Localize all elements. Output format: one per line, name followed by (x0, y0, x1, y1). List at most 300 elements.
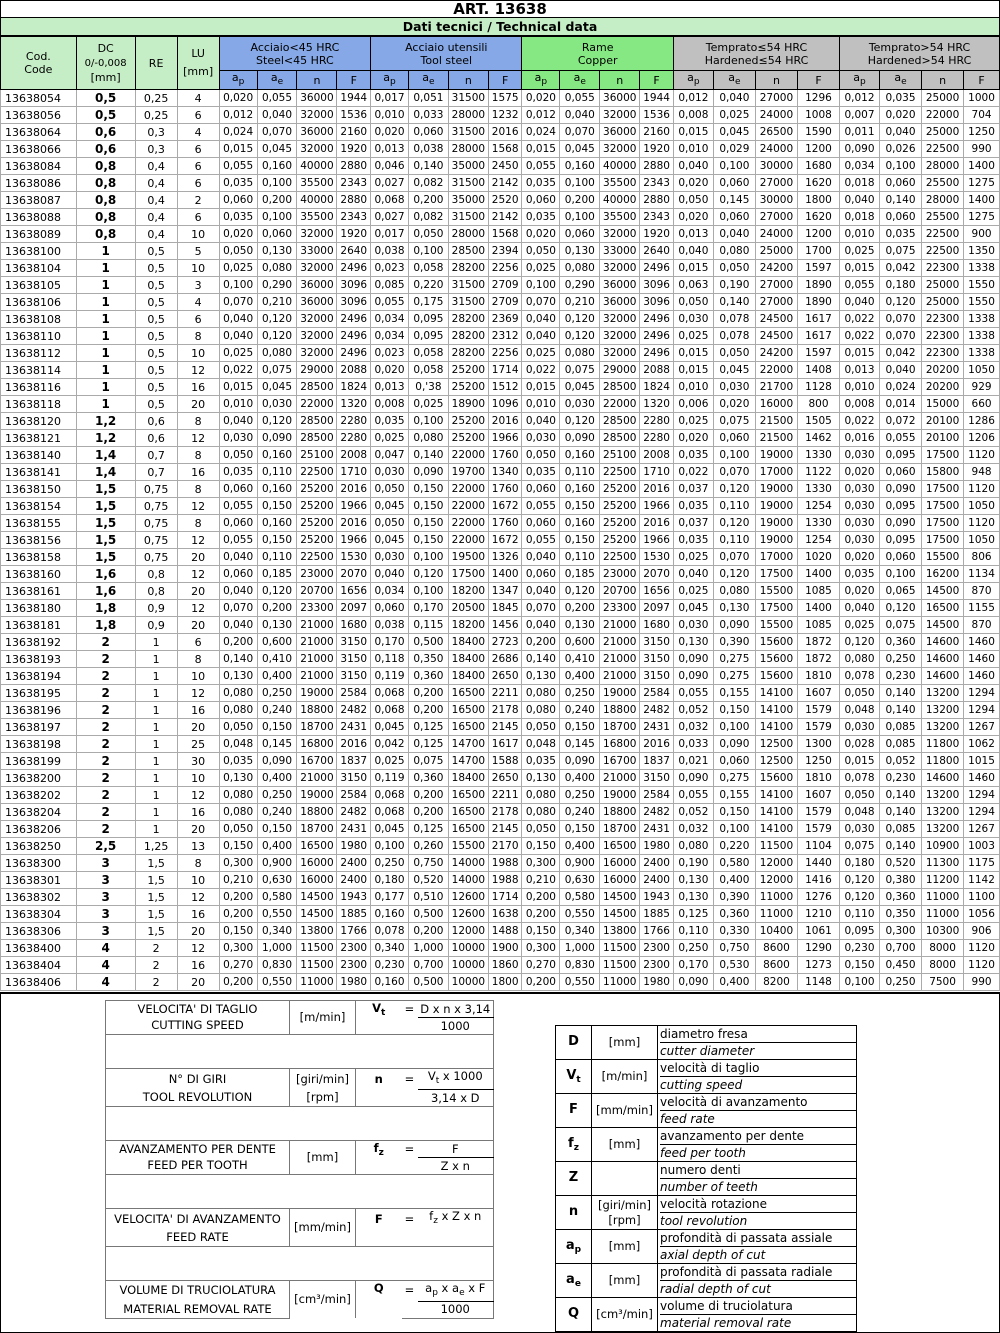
row-code: 13638160 (1, 566, 77, 583)
legend-symbol: F (556, 1094, 592, 1128)
row-value: 1050 (964, 362, 1000, 379)
row-value: 0,050 (371, 481, 409, 498)
row-value: 10000 (448, 974, 488, 991)
row-re: 0,7 (135, 447, 177, 464)
row-value: 18800 (600, 804, 640, 821)
row-value: 0,050 (522, 447, 560, 464)
row-value: 15600 (755, 668, 797, 685)
row-re: 2 (135, 957, 177, 974)
row-dc: 1 (76, 345, 135, 362)
row-code: 13638064 (1, 124, 77, 141)
row-dc: 1,4 (76, 464, 135, 481)
table-row (1, 396, 1000, 413)
table-row (1, 736, 1000, 753)
row-value: 27000 (755, 175, 797, 192)
row-value: 0,060 (879, 209, 921, 226)
row-value: 0,017 (371, 226, 409, 243)
row-code: 13638404 (1, 957, 77, 974)
row-value: 0,110 (713, 498, 755, 515)
row-value: 25200 (600, 481, 640, 498)
row-value: 0,360 (408, 668, 448, 685)
table-row (1, 277, 1000, 294)
table-row (1, 583, 1000, 600)
row-re: 0,3 (135, 124, 177, 141)
row-value: 0,035 (522, 464, 560, 481)
row-value: 23300 (600, 600, 640, 617)
row-re: 0,75 (135, 549, 177, 566)
row-lu: 13 (177, 838, 219, 855)
row-value: 31500 (448, 277, 488, 294)
row-value: 31500 (448, 124, 488, 141)
row-value: 18900 (448, 396, 488, 413)
row-value: 22500 (922, 141, 964, 158)
row-value: 2300 (337, 957, 371, 974)
row-value: 2640 (640, 243, 674, 260)
row-value: 16000 (600, 872, 640, 889)
row-value: 0,045 (257, 379, 297, 396)
row-re: 1 (135, 651, 177, 668)
row-value: 10000 (448, 940, 488, 957)
row-value: 0,055 (560, 90, 600, 107)
row-value: 0,045 (713, 124, 755, 141)
row-value: 0,060 (713, 430, 755, 447)
row-re: 0,7 (135, 464, 177, 481)
row-code: 13638084 (1, 158, 77, 175)
row-value: 1275 (964, 175, 1000, 192)
table-row (1, 719, 1000, 736)
row-value: 2496 (337, 345, 371, 362)
row-value: 0,017 (371, 90, 409, 107)
row-value: 0,020 (371, 362, 409, 379)
row-value: 1340 (488, 464, 522, 481)
row-value: 1120 (964, 447, 1000, 464)
row-value: 0,025 (522, 260, 560, 277)
row-value: 0,070 (879, 311, 921, 328)
subheader-copper-n: n (600, 71, 640, 90)
row-value: 16500 (448, 821, 488, 838)
table-row (1, 430, 1000, 447)
technical-data-table (0, 36, 1000, 991)
row-value: 1008 (797, 107, 839, 124)
row-value: 2450 (488, 158, 522, 175)
row-lu: 16 (177, 957, 219, 974)
subheader-tool-steel-f: F (488, 71, 522, 90)
row-value: 0,070 (219, 600, 257, 617)
row-value: 0,390 (713, 634, 755, 651)
row-value: 0,150 (560, 719, 600, 736)
row-value: 12000 (448, 923, 488, 940)
row-value: 0,014 (879, 396, 921, 413)
legend-row (556, 1060, 857, 1094)
row-value: 0,630 (560, 872, 600, 889)
row-value: 0,360 (713, 906, 755, 923)
row-value: 0,080 (257, 345, 297, 362)
row-code: 13638304 (1, 906, 77, 923)
table-row (1, 243, 1000, 260)
row-value: 1020 (797, 549, 839, 566)
row-dc: 2 (76, 668, 135, 685)
row-value: 0,015 (522, 141, 560, 158)
row-value: 0,070 (522, 600, 560, 617)
row-value: 1550 (964, 294, 1000, 311)
row-value: 0,015 (840, 260, 880, 277)
row-value: 18700 (600, 821, 640, 838)
row-value: 0,015 (219, 141, 257, 158)
row-value: 0,250 (257, 787, 297, 804)
subheader-hardened-le54-ap: $a_p$ (673, 71, 713, 90)
row-lu: 10 (177, 770, 219, 787)
row-value: 12600 (448, 906, 488, 923)
row-dc: 0,8 (76, 158, 135, 175)
row-value: 0,110 (840, 906, 880, 923)
row-value: 12000 (755, 872, 797, 889)
row-value: 0,160 (560, 481, 600, 498)
row-value: 0,063 (673, 277, 713, 294)
row-value: 0,080 (713, 583, 755, 600)
row-value: 0,024 (522, 124, 560, 141)
row-value: 1568 (488, 226, 522, 243)
row-value: 0,210 (257, 294, 297, 311)
row-value: 1966 (337, 532, 371, 549)
row-value: 0,150 (522, 923, 560, 940)
row-value: 0,020 (879, 107, 921, 124)
row-value: 0,030 (840, 515, 880, 532)
row-value: 0,020 (673, 175, 713, 192)
row-value: 0,160 (371, 906, 409, 923)
row-value: 1810 (797, 668, 839, 685)
row-value: 1700 (797, 243, 839, 260)
row-value: 15800 (922, 464, 964, 481)
row-value: 0,068 (371, 685, 409, 702)
legend-description: avanzamento per dente feed per tooth (658, 1128, 857, 1162)
row-value: 8600 (755, 940, 797, 957)
row-value: 2400 (640, 855, 674, 872)
row-value: 1100 (964, 889, 1000, 906)
row-value: 0,060 (522, 515, 560, 532)
table-row (1, 974, 1000, 991)
row-value: 30000 (755, 158, 797, 175)
table-row (1, 328, 1000, 345)
table-row (1, 906, 1000, 923)
row-value: 0,270 (219, 957, 257, 974)
row-value: 0,155 (713, 685, 755, 702)
row-value: 1966 (640, 532, 674, 549)
row-value: 22000 (448, 481, 488, 498)
row-value: 0,058 (408, 345, 448, 362)
row-value: 0,010 (673, 141, 713, 158)
row-value: 1338 (964, 260, 1000, 277)
legend-row (556, 1196, 857, 1230)
f-unit: [mm/min] (290, 1209, 356, 1247)
row-value: 28200 (448, 311, 488, 328)
row-value: 1254 (797, 532, 839, 549)
row-value: 1232 (488, 107, 522, 124)
row-value: 2880 (337, 158, 371, 175)
row-value: 0,120 (408, 566, 448, 583)
row-value: 0,120 (713, 515, 755, 532)
row-value: 0,075 (879, 243, 921, 260)
row-lu: 5 (177, 243, 219, 260)
row-value: 2016 (337, 481, 371, 498)
row-dc: 1,6 (76, 566, 135, 583)
row-value: 0,048 (522, 736, 560, 753)
row-value: 0,150 (408, 481, 448, 498)
table-row (1, 804, 1000, 821)
row-value: 3096 (337, 277, 371, 294)
row-value: 0,040 (371, 566, 409, 583)
row-value: 2178 (488, 804, 522, 821)
row-re: 0,8 (135, 583, 177, 600)
row-value: 0,080 (840, 651, 880, 668)
row-value: 1920 (337, 226, 371, 243)
legend-symbol: n (556, 1196, 592, 1230)
row-value: 0,075 (713, 413, 755, 430)
table-row (1, 107, 1000, 124)
row-value: 28000 (448, 226, 488, 243)
row-value: 2496 (640, 328, 674, 345)
row-value: 0,025 (673, 328, 713, 345)
row-value: 0,200 (219, 974, 257, 991)
row-value: 1326 (488, 549, 522, 566)
row-code: 13638105 (1, 277, 77, 294)
row-code: 13638250 (1, 838, 77, 855)
subheader-tool-steel-ae: $a_e$ (408, 71, 448, 90)
row-lu: 10 (177, 345, 219, 362)
row-value: 870 (964, 583, 1000, 600)
row-value: 11500 (600, 957, 640, 974)
row-value: 0,700 (408, 957, 448, 974)
row-value: 28500 (448, 243, 488, 260)
row-value: 2343 (337, 175, 371, 192)
row-value: 0,040 (840, 192, 880, 209)
row-value: 3150 (337, 668, 371, 685)
row-value: 0,015 (673, 124, 713, 141)
row-value: 30000 (755, 192, 797, 209)
row-value: 25000 (922, 90, 964, 107)
row-value: 0,080 (219, 702, 257, 719)
row-value: 22300 (922, 345, 964, 362)
row-code: 13638056 (1, 107, 77, 124)
row-value: 0,015 (840, 753, 880, 770)
row-value: 1250 (797, 753, 839, 770)
row-value: 1120 (964, 481, 1000, 498)
row-value: 25200 (448, 362, 488, 379)
subheader-hardened-le54-f: F (797, 71, 839, 90)
row-value: 0,034 (840, 158, 880, 175)
row-value: 0,120 (713, 481, 755, 498)
row-value: 1408 (797, 362, 839, 379)
row-value: 0,040 (673, 243, 713, 260)
row-value: 0,140 (879, 804, 921, 821)
table-row (1, 209, 1000, 226)
row-value: 1607 (797, 685, 839, 702)
row-value: 0,060 (408, 124, 448, 141)
row-value: 1276 (797, 889, 839, 906)
table-row (1, 345, 1000, 362)
row-dc: 2 (76, 770, 135, 787)
row-re: 2 (135, 974, 177, 991)
row-value: 0,120 (257, 328, 297, 345)
row-value: 0,012 (522, 107, 560, 124)
table-row (1, 668, 1000, 685)
row-value: 1980 (640, 974, 674, 991)
row-value: 2145 (488, 719, 522, 736)
row-value: 0,035 (522, 209, 560, 226)
row-value: 0,035 (673, 498, 713, 515)
row-value: 1810 (797, 770, 839, 787)
row-dc: 4 (76, 940, 135, 957)
row-value: 0,200 (257, 192, 297, 209)
row-value: 0,230 (840, 940, 880, 957)
row-value: 0,023 (371, 345, 409, 362)
row-value: 21000 (600, 634, 640, 651)
row-lu: 16 (177, 804, 219, 821)
row-value: 1988 (488, 855, 522, 872)
table-row (1, 260, 1000, 277)
row-value: 1400 (797, 566, 839, 583)
row-value: 2016 (640, 736, 674, 753)
row-lu: 10 (177, 226, 219, 243)
row-value: 0,275 (713, 770, 755, 787)
row-value: 0,025 (673, 549, 713, 566)
row-dc: 1 (76, 277, 135, 294)
row-value: 0,210 (560, 294, 600, 311)
row-value: 22000 (448, 532, 488, 549)
row-value: 0,125 (408, 736, 448, 753)
technical-data-subtitle: Dati tecnici / Technical data (0, 18, 1000, 36)
row-dc: 2 (76, 804, 135, 821)
row-value: 14600 (922, 634, 964, 651)
header-code: Cod. Code (1, 37, 77, 90)
row-value: 1579 (797, 719, 839, 736)
row-value: 0,013 (371, 141, 409, 158)
row-value: 0,400 (713, 974, 755, 991)
row-value: 1,000 (257, 940, 297, 957)
row-dc: 1,5 (76, 532, 135, 549)
row-value: 0,030 (371, 549, 409, 566)
row-value: 0,110 (713, 532, 755, 549)
row-value: 948 (964, 464, 1000, 481)
legend-unit: [mm] (592, 1230, 658, 1264)
row-value: 0,050 (840, 787, 880, 804)
row-value: 1530 (337, 549, 371, 566)
row-lu: 6 (177, 141, 219, 158)
row-value: 0,140 (879, 787, 921, 804)
row-value: 0,340 (371, 940, 409, 957)
row-value: 0,210 (522, 872, 560, 889)
row-value: 0,040 (879, 362, 921, 379)
row-value: 0,006 (673, 396, 713, 413)
row-value: 22000 (600, 396, 640, 413)
row-value: 21500 (755, 413, 797, 430)
subheader-steel-f: F (337, 71, 371, 90)
row-value: 2394 (488, 243, 522, 260)
table-row (1, 532, 1000, 549)
row-value: 1062 (964, 736, 1000, 753)
row-value: 0,120 (560, 413, 600, 430)
row-value: 22500 (922, 243, 964, 260)
row-value: 0,160 (560, 158, 600, 175)
row-value: 0,119 (371, 668, 409, 685)
row-value: 0,055 (219, 158, 257, 175)
row-value: 0,024 (879, 379, 921, 396)
row-re: 0,5 (135, 260, 177, 277)
row-value: 2482 (337, 702, 371, 719)
row-value: 2280 (640, 413, 674, 430)
fz-numerator: F (418, 1141, 494, 1158)
row-value: 0,060 (219, 566, 257, 583)
row-lu: 16 (177, 379, 219, 396)
row-lu: 20 (177, 396, 219, 413)
row-value: 24200 (755, 260, 797, 277)
row-value: 0,260 (408, 838, 448, 855)
row-code: 13638140 (1, 447, 77, 464)
row-value: 1680 (797, 158, 839, 175)
row-re: 1,5 (135, 855, 177, 872)
row-value: 0,078 (713, 328, 755, 345)
row-value: 0,020 (840, 464, 880, 481)
row-value: 18800 (600, 702, 640, 719)
row-value: 0,040 (219, 617, 257, 634)
row-lu: 12 (177, 532, 219, 549)
row-value: 0,040 (219, 311, 257, 328)
row-value: 32000 (297, 328, 337, 345)
row-value: 32000 (600, 226, 640, 243)
row-code: 13638112 (1, 345, 77, 362)
row-dc: 2 (76, 634, 135, 651)
row-value: 0,095 (408, 328, 448, 345)
row-value: 0,029 (713, 141, 755, 158)
row-code: 13638116 (1, 379, 77, 396)
row-value: 660 (964, 396, 1000, 413)
row-value: 2584 (337, 787, 371, 804)
row-value: 0,040 (673, 566, 713, 583)
row-value: 1456 (488, 617, 522, 634)
row-re: 0,8 (135, 566, 177, 583)
row-value: 1120 (964, 940, 1000, 957)
row-value: 0,510 (408, 889, 448, 906)
row-value: 0,010 (840, 379, 880, 396)
row-value: 0,034 (371, 328, 409, 345)
row-code: 13638086 (1, 175, 77, 192)
row-value: 32000 (297, 141, 337, 158)
row-value: 0,210 (219, 872, 257, 889)
row-value: 0,250 (879, 974, 921, 991)
row-lu: 12 (177, 566, 219, 583)
row-value: 0,250 (673, 940, 713, 957)
row-value: 13200 (922, 685, 964, 702)
row-value: 14600 (922, 651, 964, 668)
row-value: 0,012 (673, 90, 713, 107)
row-value: 0,070 (560, 124, 600, 141)
row-value: 22000 (448, 498, 488, 515)
row-dc: 1 (76, 243, 135, 260)
row-re: 0,4 (135, 192, 177, 209)
row-value: 1920 (337, 141, 371, 158)
row-value: 0,078 (840, 770, 880, 787)
row-value: 0,027 (371, 209, 409, 226)
row-value: 0,155 (713, 787, 755, 804)
row-value: 800 (797, 396, 839, 413)
row-value: 0,550 (560, 906, 600, 923)
row-value: 25200 (297, 515, 337, 532)
row-code: 13638195 (1, 685, 77, 702)
row-value: 0,300 (879, 923, 921, 940)
row-value: 1617 (797, 311, 839, 328)
legend-symbol: D (556, 1026, 592, 1060)
row-value: 0,012 (219, 107, 257, 124)
row-value: 0,830 (560, 957, 600, 974)
